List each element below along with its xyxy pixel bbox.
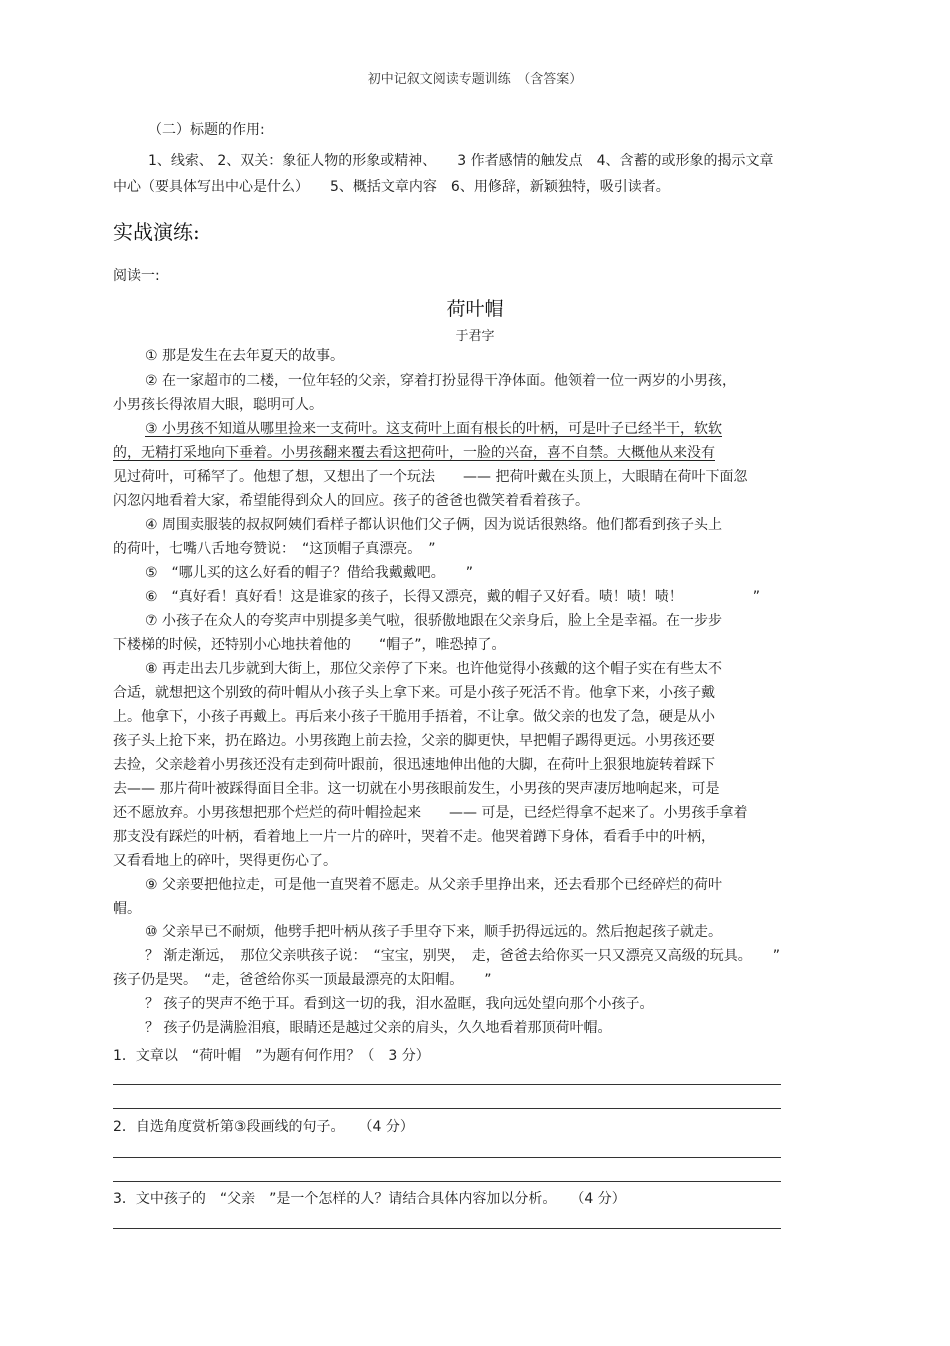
article-line: 的荷叶，七嘴八舌地夸赞说： “这顶帽子真漂亮。 ”: [113, 541, 436, 557]
article-line: ？ 渐走渐远， 那位父亲哄孩子说： “宝宝，别哭， 走，爸爸去给你买一只又漂亮又高级的玩具。 ”: [145, 948, 780, 964]
answer-line[interactable]: [113, 1157, 781, 1158]
article-line: 帽。: [113, 901, 141, 917]
article-line: ？ 孩子仍是满脸泪痕，眼睛还是越过父亲的肩头，久久地看着那顶荷叶帽。: [145, 1020, 612, 1036]
article-line: ② 在一家超市的二楼，一位年轻的父亲，穿着打扮显得干净体面。他领着一位一两岁的小男孩，: [145, 373, 736, 389]
section-label: （二）标题的作用:: [148, 122, 265, 138]
article-line: 上。他拿下，小孩子再戴上。再后来小孩子干脆用手捂着，不让拿。做父亲的也发了急，硬是从小: [113, 709, 715, 725]
article-line: ④ 周围卖服装的叔叔阿姨们看样子都认识他们父子俩，因为说话很熟络。他们都看到孩子头上: [145, 517, 722, 533]
page-header: 初中记叙文阅读专题训练 （含答案）: [367, 72, 583, 87]
article-author: 于君字: [455, 329, 495, 344]
article-line: ⑧ 再走出去几步就到大街上，那位父亲停了下来。也许他觉得小孩戴的这个帽子实在有些太不: [145, 661, 722, 677]
article-line: 去捡，父亲趁着小男孩还没有走到荷叶跟前，很迅速地伸出他的大脚，在荷叶上狠狠地旋转着踩下: [113, 757, 715, 773]
intro-line: 1、线索、 2、双关：象征人物的形象或精神、 3 作者感情的触发点 4、含蓄的或形象的揭示文章: [148, 153, 774, 169]
article-line: 又看看地上的碎叶，哭得更伤心了。: [113, 853, 337, 869]
article-line: 还不愿放弃。小男孩想把那个烂烂的荷叶帽捡起来 —— 可是，已经烂得拿不起来了。小男孩手拿着: [113, 805, 748, 821]
underlined-line: ③ 小男孩不知道从哪里捡来一支荷叶。这支荷叶上面有根长的叶柄，可是叶子已经半干，软软: [145, 421, 722, 437]
article-line: 合适，就想把这个别致的荷叶帽从小孩子头上拿下来。可是小孩子死活不肯。他拿下来，小孩子戴: [113, 685, 715, 701]
article-line: 孩子头上抢下来，扔在路边。小男孩跑上前去捡，父亲的脚更快，早把帽子踢得更远。小男孩还要: [113, 733, 715, 749]
article-line: 见过荷叶，可稀罕了。他想了想，又想出了一个玩法 —— 把荷叶戴在头顶上，大眼睛在荷叶下面忽: [113, 469, 748, 485]
answer-line[interactable]: [113, 1228, 781, 1229]
practice-heading: 实战演练:: [113, 220, 200, 244]
article-line: 那支没有踩烂的叶柄，看着地上一片一片的碎叶，哭着不走。他哭着蹲下身体，看看手中的叶柄，: [113, 829, 715, 845]
article-title: 荷叶帽: [446, 298, 504, 320]
question-1: 1．文章以 “荷叶帽 ”为题有何作用？（ 3 分）: [113, 1048, 430, 1064]
answer-line[interactable]: [113, 1084, 781, 1085]
intro-line: 中心（要具体写出中心是什么） 5、概括文章内容 6、用修辞，新颖独特，吸引读者。: [113, 179, 670, 195]
article-line: 下楼梯的时候，还特别小心地扶着他的 “帽子”，唯恐掉了。: [113, 637, 506, 653]
article-line: ⑦ 小孩子在众人的夸奖声中別提多美气啦，很骄傲地跟在父亲身后，脸上全是幸福。在一步步: [145, 613, 722, 629]
article-line: 孩子仍是哭。 “走，爸爸给你买一顶最最漂亮的太阳帽。 ”: [113, 972, 492, 988]
question-2: 2．自选角度赏析第③段画线的句子。 （4 分）: [113, 1119, 414, 1135]
question-3: 3．文中孩子的 “父亲 ”是一个怎样的人？请结合具体内容加以分析。 （4 分）: [113, 1191, 626, 1207]
answer-line[interactable]: [113, 1108, 781, 1109]
reading-label: 阅读一:: [113, 268, 160, 284]
article-line: ⑨ 父亲要把他拉走，可是他一直哭着不愿走。从父亲手里挣出来，还去看那个已经碎烂的荷叶: [145, 877, 722, 893]
article-line: 小男孩长得浓眉大眼，聪明可人。: [113, 397, 323, 413]
article-line: ⑥ “真好看！真好看！这是谁家的孩子，长得又漂亮，戴的帽子又好看。啧！啧！啧！ ”: [145, 589, 761, 605]
article-line: ⑤ “哪儿买的这么好看的帽子？借给我戴戴吧。 ”: [145, 565, 474, 581]
underlined-line: 的，无精打采地向下垂着。小男孩翻来覆去看这把荷叶，一脸的兴奋，喜不自禁。大概他从来没有: [113, 445, 715, 461]
answer-line[interactable]: [113, 1181, 781, 1182]
article-line: 去—— 那片荷叶被踩得面目全非。这一切就在小男孩眼前发生，小男孩的哭声凄厉地响起来，可是: [113, 781, 720, 797]
article-line: ？ 孩子的哭声不绝于耳。看到这一切的我，泪水盈眶，我向远处望向那个小孩子。: [145, 996, 654, 1012]
article-line: ① 那是发生在去年夏天的故事。: [145, 348, 345, 364]
article-line: ⑩ 父亲早已不耐烦，他劈手把叶柄从孩子手里夺下来，顺手扔得远远的。然后抱起孩子就走。: [145, 924, 722, 940]
article-line: 闪忽闪地看着大家，希望能得到众人的回应。孩子的爸爸也微笑着看着孩子。: [113, 493, 589, 509]
